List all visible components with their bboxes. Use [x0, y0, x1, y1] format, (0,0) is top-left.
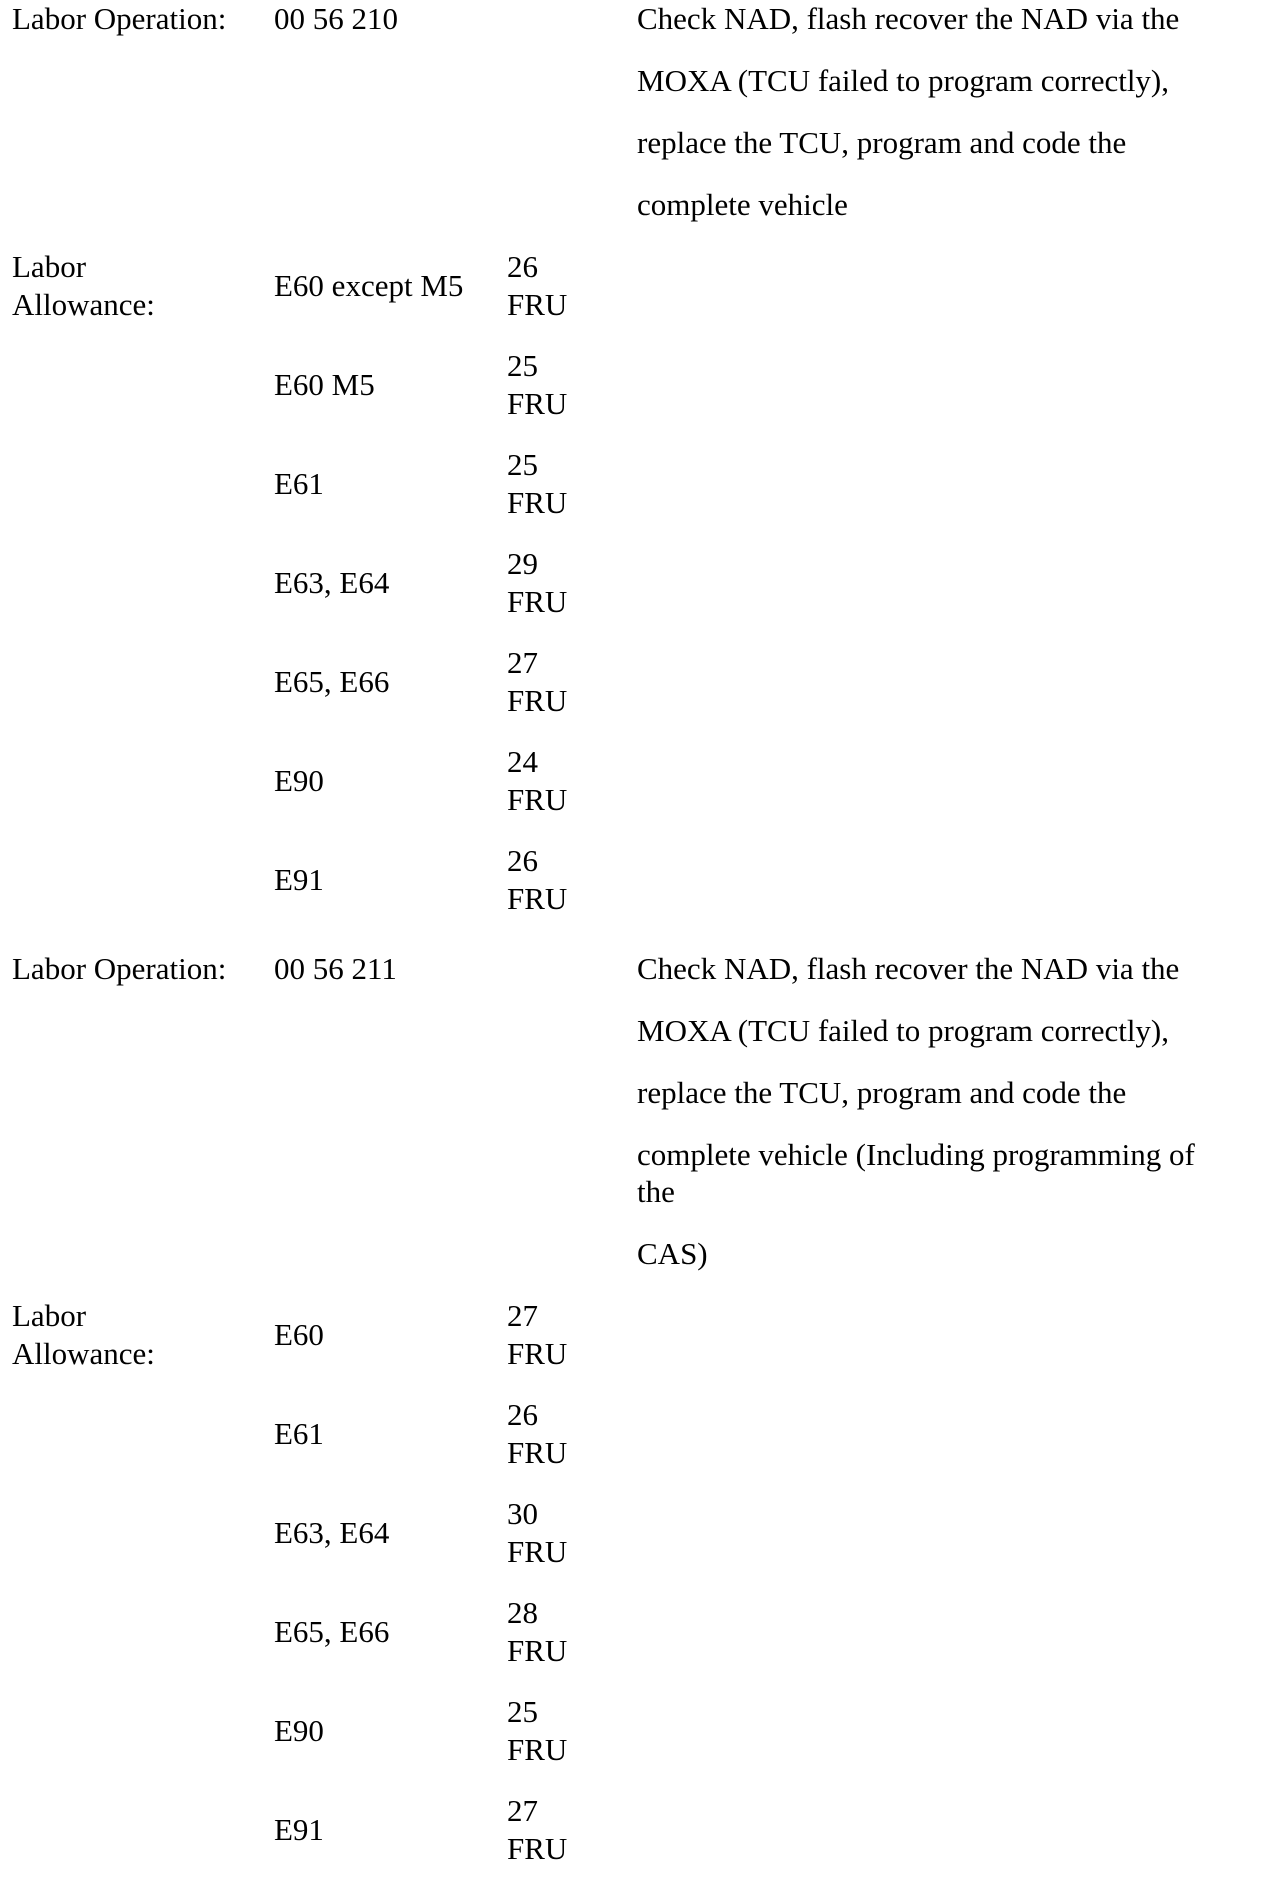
allowance-model: E61	[274, 1416, 324, 1451]
description-line: Check NAD, flash recover the NAD via the	[637, 1, 1180, 36]
allowance-fru	[507, 545, 567, 621]
description-line: MOXA (TCU failed to program correctly),	[637, 1013, 1170, 1048]
allowance-fru	[507, 1495, 567, 1571]
allowance-fru-unit: FRU	[507, 683, 568, 718]
allowance-fru-unit: FRU	[507, 881, 568, 916]
allowance-fru	[507, 1396, 567, 1472]
allowance-model: E63, E64	[274, 1515, 390, 1550]
description-line: Check NAD, flash recover the NAD via the	[637, 951, 1180, 986]
allowance-fru	[507, 1297, 567, 1373]
allowance-fru	[507, 347, 567, 423]
description-line: complete vehicle	[637, 187, 848, 222]
allowance-fru	[507, 842, 567, 918]
allowance-fru-unit: FRU	[507, 1633, 568, 1668]
allowance-fru-unit: FRU	[507, 1732, 568, 1767]
allowance-fru	[507, 1594, 567, 1670]
description-line: CAS)	[637, 1236, 708, 1271]
description-line: MOXA (TCU failed to program correctly),	[637, 63, 1170, 98]
allowance-fru-value: 26	[507, 843, 538, 878]
allowance-fru	[507, 1792, 567, 1868]
allowance-model: E65, E66	[274, 664, 390, 699]
allowance-fru-value: 30	[507, 1496, 538, 1531]
description-line: replace the TCU, program and code the	[637, 1075, 1127, 1110]
allowance-fru-unit: FRU	[507, 1534, 568, 1569]
labor-operation-code: 00 56 210	[274, 1, 398, 36]
labor-operation-label: Labor Operation:	[12, 1, 227, 36]
allowance-model: E60 except M5	[274, 268, 464, 303]
allowance-model: E63, E64	[274, 565, 390, 600]
allowance-fru-value: 26	[507, 249, 538, 284]
allowance-fru-unit: FRU	[507, 1336, 568, 1371]
allowance-fru-value: 28	[507, 1595, 538, 1630]
allowance-fru-unit: FRU	[507, 1831, 568, 1866]
allowance-model: E91	[274, 862, 324, 897]
description-line: the	[637, 1174, 675, 1209]
labor-allowance-label-line1: Labor	[12, 249, 87, 284]
labor-allowance-label-line2: Allowance:	[12, 287, 155, 322]
allowance-fru-unit: FRU	[507, 287, 568, 322]
labor-allowance-label	[12, 1297, 155, 1373]
allowance-model: E91	[274, 1812, 324, 1847]
allowance-fru-unit: FRU	[507, 584, 568, 619]
labor-operation-code: 00 56 211	[274, 951, 397, 986]
description-line: complete vehicle (Including programming of	[637, 1137, 1195, 1172]
allowance-fru-value: 25	[507, 1694, 538, 1729]
allowance-fru	[507, 743, 567, 819]
allowance-model: E60	[274, 1317, 324, 1352]
allowance-fru-value: 27	[507, 645, 538, 680]
allowance-fru	[507, 446, 567, 522]
allowance-fru	[507, 248, 567, 324]
allowance-model: E90	[274, 763, 324, 798]
allowance-model: E65, E66	[274, 1614, 390, 1649]
allowance-model: E61	[274, 466, 324, 501]
allowance-fru-value: 24	[507, 744, 538, 779]
allowance-fru-value: 27	[507, 1298, 538, 1333]
allowance-fru-value: 27	[507, 1793, 538, 1828]
allowance-fru-value: 26	[507, 1397, 538, 1432]
allowance-fru-value: 25	[507, 447, 538, 482]
allowance-model: E90	[274, 1713, 324, 1748]
labor-allowance-label-line2: Allowance:	[12, 1336, 155, 1371]
allowance-fru	[507, 1693, 567, 1769]
labor-allowance-label-line1: Labor	[12, 1298, 87, 1333]
allowance-fru-unit: FRU	[507, 782, 568, 817]
allowance-fru-unit: FRU	[507, 1435, 568, 1470]
allowance-fru-unit: FRU	[507, 386, 568, 421]
allowance-model: E60 M5	[274, 367, 375, 402]
labor-operation-label: Labor Operation:	[12, 951, 227, 986]
description-line: replace the TCU, program and code the	[637, 125, 1127, 160]
allowance-fru-value: 29	[507, 546, 538, 581]
allowance-fru-value: 25	[507, 348, 538, 383]
allowance-fru	[507, 644, 567, 720]
allowance-fru-unit: FRU	[507, 485, 568, 520]
labor-allowance-label	[12, 248, 155, 324]
